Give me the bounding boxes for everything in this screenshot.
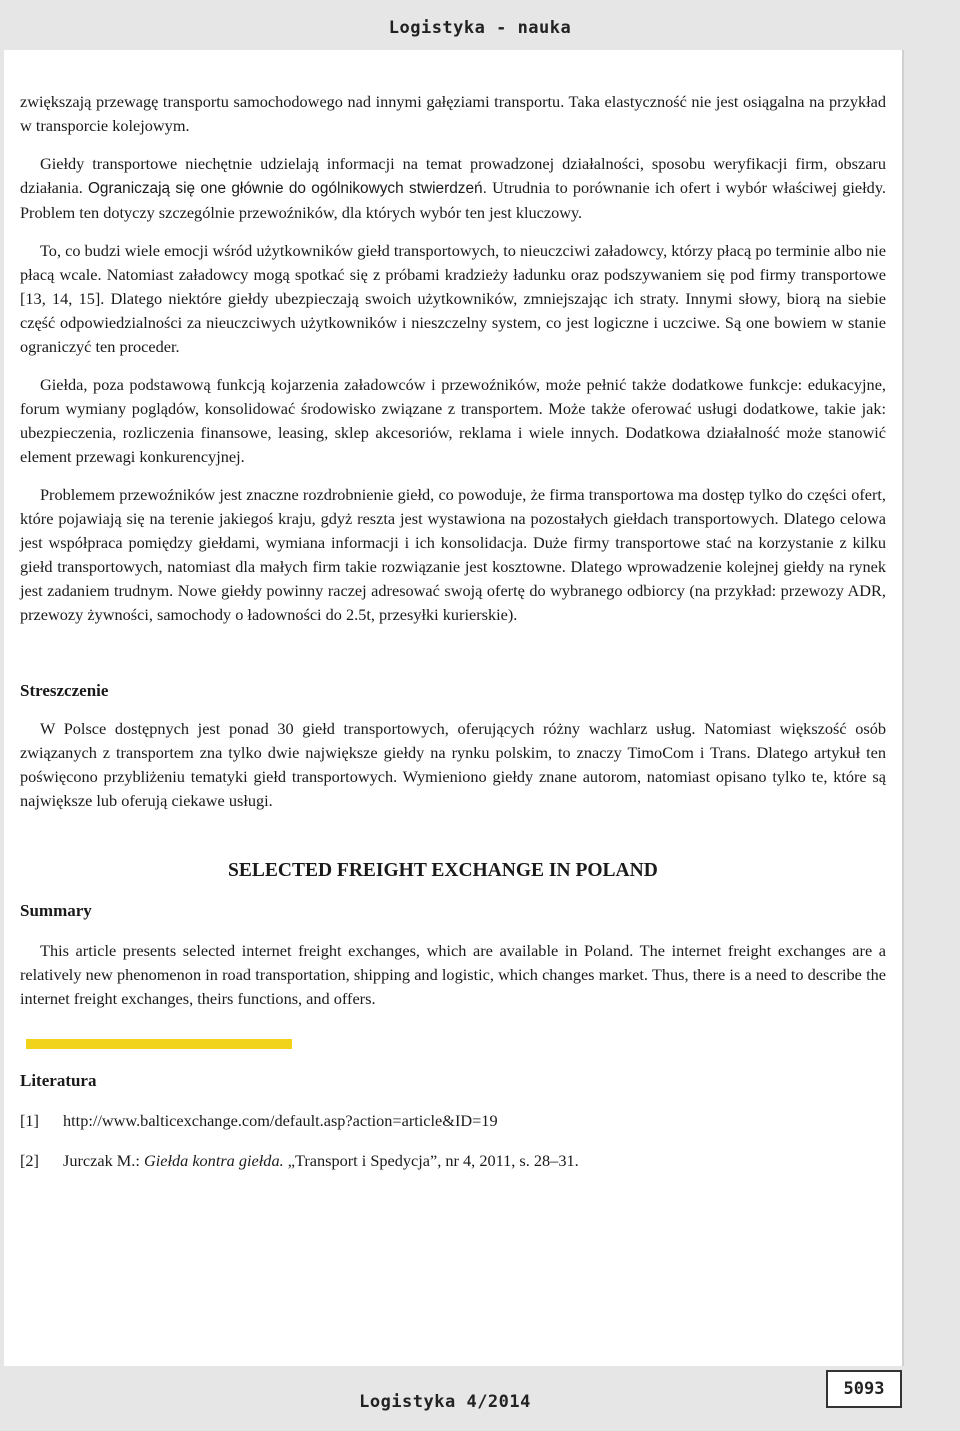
paragraph-1: zwiększają przewagę transportu samochodowego nad innymi gałęziami transportu. Taka elastyczność nie jest osiągalna na przykład w transporcie kolejowym. [20, 92, 886, 135]
reference-link[interactable]: http://www.balticexchange.com/default.asp?action=article&ID=19 [63, 1111, 498, 1130]
reference-number: [1] [20, 1111, 39, 1130]
reference-number: [2] [20, 1151, 39, 1170]
reference-text [63, 1149, 579, 1173]
paragraph-2-part-c: Utrudnia to porównanie ich ofert i wybór właściwej giełdy. Problem ten dotyczy szczególnie przewoźników, dla których wybór ten jest kluczowy. [20, 178, 886, 222]
abstract-heading: Streszczenie [20, 681, 109, 700]
references-heading: Literatura [20, 1071, 97, 1090]
reference-item [20, 1149, 886, 1173]
paragraph-4: Giełda, poza podstawową funkcją kojarzenia załadowców i przewoźników, może pełnić także dodatkowe funkcje: edukacyjne, forum wymiany poglądów, konsolidować środowisko związane z transportem. Może także oferować usługi dodatkowe, takie jak: ubezpieczenia, rozliczenia finansowe, leasing, sklep akcesoriów, reklama i wiele innych. Dodatkowa działalność może stanowić element przewagi konkurencyjnej. [20, 375, 886, 466]
reference-author: Jurczak M.: [63, 1151, 144, 1170]
paragraph-5: Problemem przewoźników jest znaczne rozdrobnienie giełd, co powoduje, że firma transportowa ma dostęp tylko do części ofert, które pojawiają się na terenie jakiegoś kraju, gdyż reszta jest wystawiona na pozostałych giełdach transportowych. Dlatego celowa jest współpraca pomiędzy giełdami, wymiana informacji i ich konsolidacja. Duże firmy transportowe stać na korzystanie z kilku giełd transportowych, natomiast dla małych firm takie rozwiązanie jest kosztowne. Dlatego wprowadzenie kolejnej giełdy na rynek jest zadaniem trudnym. Nowe giełdy powinny raczej adresować swoją ofertę do wybranego odbiorcy (na przykład: przewozy ADR, przewozy żywności, samochody o ładowności do 2.5t, przesyłki kurierskie). [20, 485, 886, 624]
article-content [20, 90, 886, 1173]
english-title: SELECTED FREIGHT EXCHANGE IN POLAND [228, 860, 658, 881]
reference-source: „Transport i Spedycja”, nr 4, 2011, s. 28–31. [283, 1151, 579, 1170]
paragraph-2-part-b: Ograniczają się one głównie do ogólnikowych stwierdzeń. [87, 180, 493, 197]
reference-text [63, 1109, 498, 1133]
abstract-text: W Polsce dostępnych jest ponad 30 giełd transportowych, oferujących różny wachlarz usług. Natomiast większość osób związanych z transportem zna tylko dwie największe giełdy na rynku polskim, to znaczy TimoCom i Trans. Dlatego artykuł ten poświęcono przybliżeniu tematyki giełd transportowych. Wymieniono giełdy znane autorom, natomiast opisano tylko te, które są największe lub oferują ciekawe usługi. [20, 719, 886, 810]
running-head: Logistyka - nauka [388, 18, 572, 38]
reference-title: Giełda kontra giełda. [143, 1151, 284, 1170]
page-number: 5093 [843, 1379, 885, 1399]
paragraph-2 [20, 152, 886, 225]
reference-item [20, 1109, 886, 1133]
accent-bar [26, 1039, 292, 1049]
summary-heading: Summary [20, 901, 92, 920]
paragraph-2-part-a: Giełdy transportowe niechętnie udzielają informacji na temat prowadzonej działalności, sposobu weryfikacji firm, obszaru działania. [20, 154, 886, 197]
page [4, 50, 904, 1366]
paragraph-3: To, co budzi wiele emocji wśród użytkowników giełd transportowych, to nieuczciwi załadowcy, którzy płacą po terminie albo nie płacą wcale. Natomiast załadowcy mogą spotkać się z próbami kradzieży ładunku oraz podszywaniem się pod firmy transportowe [13, 14, 15]. Dlatego niektóre giełdy ubezpieczają swoich użytkowników, zmniejszając ich straty. Innymi słowy, biorą na siebie część odpowiedzialności za nieuczciwych użytkowników i nieszczelny system, co jest logiczne i uczciwe. Są one bowiem w stanie ograniczyć ten proceder. [20, 241, 886, 356]
journal-footer: Logistyka 4/2014 [359, 1392, 531, 1412]
summary-text: This article presents selected internet freight exchanges, which are available in Poland. The internet freight exchanges are a relatively new phenomenon in road transportation, shipping and logistic, which changes market. Thus, there is a need to describe the internet freight exchanges, theirs functions, and offers. [20, 941, 886, 1008]
summary-block [20, 859, 886, 939]
